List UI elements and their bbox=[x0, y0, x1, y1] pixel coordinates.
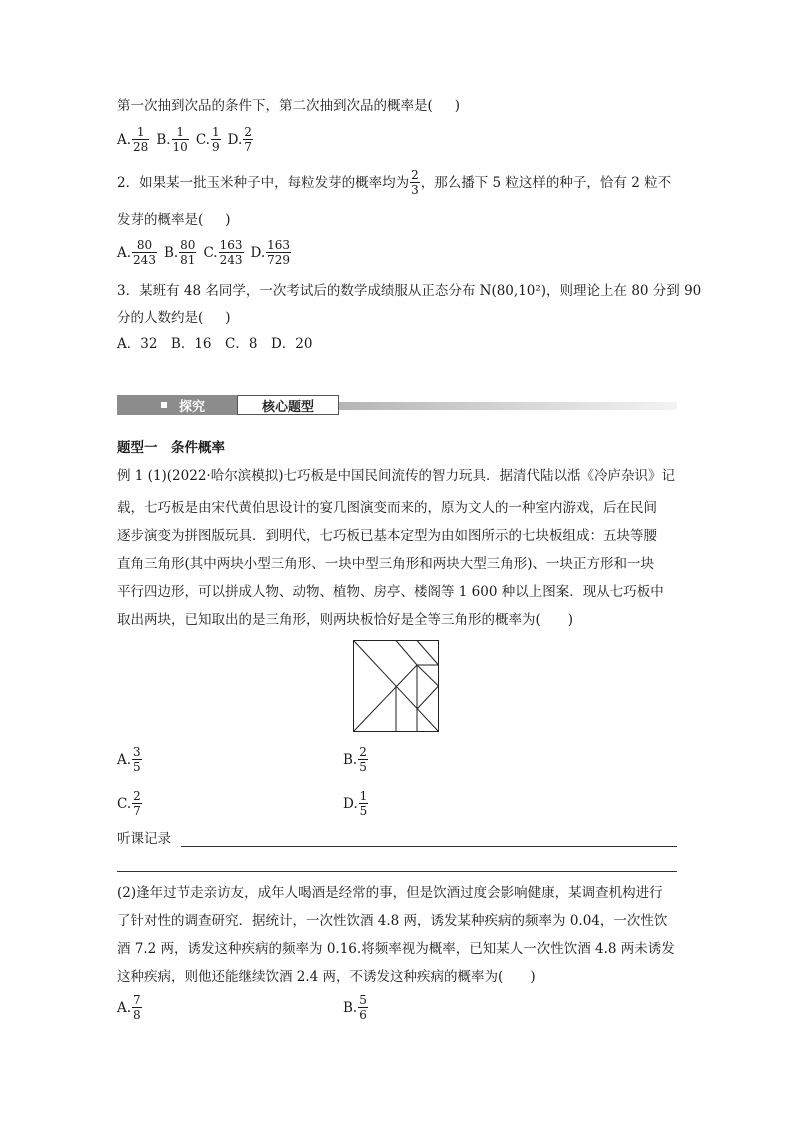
notes-line-1 bbox=[181, 846, 677, 847]
square-bullet-icon bbox=[161, 402, 167, 408]
example-line-5: 平行四边形，可以拼成人物、动物、植物、房亭、楼阁等 1 600 种以上图案．现从七巧板中 bbox=[117, 584, 664, 600]
part2-line-2: 了针对性的调查研究．据统计，一次性饮酒 4.8 两，诱发某种疾病的频率为 0.04，一次性饮 bbox=[117, 913, 668, 929]
question-2-line-1: 2．如果某一批玉米种子中，每粒发芽的概率均为 $\frac{2}{3}$ ，那么播下 5 粒这样的种子，恰有 2 粒不 bbox=[117, 168, 672, 197]
section-banner bbox=[117, 395, 677, 415]
notes-label: 听课记录 bbox=[117, 831, 171, 847]
question-1-options bbox=[117, 125, 260, 154]
option-b: B. $\frac{80}{81}$ bbox=[163, 238, 196, 267]
option-a: A. $\frac{1}{28}$ bbox=[117, 125, 149, 154]
example-line-3: 逐步演变为拼图版玩具．到明代，七巧板已基本定型为由如图所示的七块板组成：五块等腰 bbox=[117, 528, 657, 544]
part2-line-4: 这种疾病，则他还能继续饮酒 2.4 两，不诱发这种疾病的概率为( ) bbox=[117, 969, 536, 985]
part2-line-1: (2)逢年过节走亲访友，成年人喝酒是经常的事，但是饮酒过度会影响健康，某调查机构进行 bbox=[117, 885, 663, 901]
part2-option-a: A. $\frac{7}{8}$ bbox=[117, 993, 141, 1022]
example-line-6: 取出两块，已知取出的是三角形，则两块板恰好是全等三角形的概率为( ) bbox=[117, 612, 574, 628]
option-b: B. $\frac{1}{10}$ bbox=[156, 125, 188, 154]
question-3-options: A．32 B．16 C．8 D．20 bbox=[117, 336, 313, 352]
part2-line-3: 酒 7.2 两，诱发这种疾病的频率为 0.16.将频率视为概率，已知某人一次性饮酒 4.8 两未诱发 bbox=[117, 941, 675, 957]
banner-gradient bbox=[339, 402, 677, 410]
option-c: C. $\frac{163}{243}$ bbox=[203, 238, 243, 267]
banner-left: 探究 bbox=[117, 395, 237, 415]
question-2-line-2: 发芽的概率是( ) bbox=[117, 212, 231, 228]
example-line-1: 例 1 (1)(2022·哈尔滨模拟)七巧板是中国民间流传的智力玩具．据清代陆以湉《冷庐杂识》记 bbox=[117, 468, 675, 484]
example-option-a: A. $\frac{3}{5}$ bbox=[117, 745, 141, 774]
example-line-4: 直角三角形(其中两块小型三角形、一块中型三角形和两块大型三角形)、一块正方形和一块 bbox=[117, 556, 655, 572]
example-option-c: C. $\frac{2}{7}$ bbox=[117, 789, 141, 818]
banner-title: 核心题型 bbox=[237, 395, 339, 415]
option-d: D. $\frac{2}{7}$ bbox=[227, 125, 252, 154]
option-d: D. $\frac{163}{729}$ bbox=[250, 238, 291, 267]
question-3-line-1: 3．某班有 48 名同学，一次考试后的数学成绩服从正态分布 N(80,10²)，则理论上在 80 分到 90 bbox=[117, 283, 702, 299]
example-option-d: D. $\frac{1}{5}$ bbox=[343, 789, 368, 818]
part2-option-b: B. $\frac{5}{6}$ bbox=[343, 993, 367, 1022]
option-a: A. $\frac{80}{243}$ bbox=[117, 238, 156, 267]
question-1-tail: 第一次抽到次品的条件下，第二次抽到次品的概率是( ) bbox=[117, 98, 461, 114]
topic-heading: 题型一 条件概率 bbox=[117, 440, 225, 456]
example-option-b: B. $\frac{2}{5}$ bbox=[343, 745, 367, 774]
notes-line-2 bbox=[117, 871, 677, 872]
example-line-2: 载，七巧板是由宋代黄伯思设计的宴几图演变而来的，原为文人的一种室内游戏，后在民间 bbox=[117, 500, 657, 516]
option-c: C. $\frac{1}{9}$ bbox=[195, 125, 220, 154]
question-2-options bbox=[117, 238, 298, 267]
question-3-line-2: 分的人数约是( ) bbox=[117, 310, 231, 326]
tangram-figure bbox=[353, 640, 439, 732]
